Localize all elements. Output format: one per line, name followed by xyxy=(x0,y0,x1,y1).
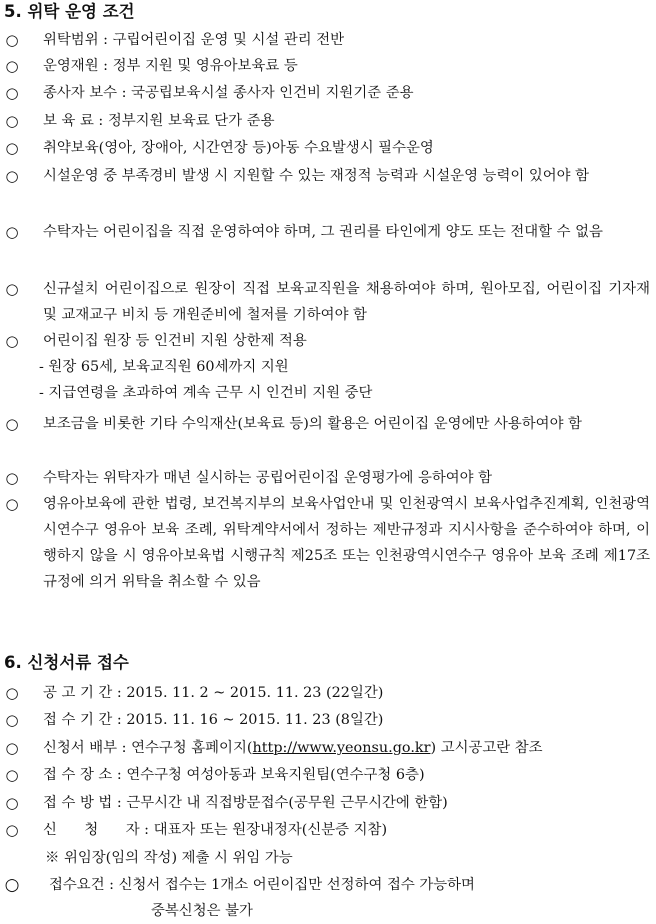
circle-bullet-icon: ○ xyxy=(5,469,19,487)
list-item xyxy=(0,762,650,788)
item-text: 종사자 보수 : 국공립보육시설 종사자 인건비 지원기준 준용 xyxy=(43,85,414,101)
circle-bullet-icon: ○ xyxy=(5,167,19,185)
item-text: 취약보육(영아, 장애아, 시간연장 등)아동 수요발생시 필수운영 xyxy=(43,140,434,156)
list-item xyxy=(0,163,650,189)
list-item xyxy=(0,53,650,79)
item-text: 접 수 방 법 : 근무시간 내 직접방문접수(공무원 근무시간에 한함) xyxy=(43,795,448,811)
item-text-prefix: 신청서 배부 : 연수구청 홈페이지( xyxy=(43,740,253,756)
list-item xyxy=(0,135,650,161)
item-text: 어린이집 원장 등 인건비 지원 상한제 적용 xyxy=(43,333,307,349)
item-continuation: 중복신청은 불가 xyxy=(151,903,253,919)
circle-bullet-icon: ○ xyxy=(5,766,19,784)
list-item xyxy=(0,680,650,706)
circle-bullet-icon: ○ xyxy=(5,112,19,130)
item-text: 운영재원 : 정부 지원 및 영유아보육료 등 xyxy=(43,58,298,74)
list-item xyxy=(0,219,650,245)
note-text: ※ 위임장(임의 작성) 제출 시 위임 가능 xyxy=(45,850,293,866)
list-item xyxy=(0,872,650,898)
circle-bullet-icon: ○ xyxy=(5,739,19,757)
section-5-heading: 5. 위탁 운영 조건 xyxy=(4,2,135,21)
item-text: 수탁자는 위탁자가 매년 실시하는 공립어린이집 운영평가에 응하여야 함 xyxy=(43,470,493,486)
circle-bullet-icon: ○ xyxy=(5,280,19,298)
item-text: 보 육 료 : 정부지원 보육료 단가 준용 xyxy=(43,113,275,129)
item-text-suffix: ) 고시공고란 참조 xyxy=(430,740,543,756)
item-text: 신규설치 어린이집으로 원장이 직접 보육교직원을 채용하여야 하며, 원아모집, 어린이집 기자재 및 교재교구 비치 등 개원준비에 철저를 기하여야 함 xyxy=(43,281,650,323)
list-item xyxy=(0,108,650,134)
list-item xyxy=(0,411,650,437)
list-item xyxy=(0,735,650,761)
circle-bullet-icon: ○ xyxy=(5,139,19,157)
list-item xyxy=(0,27,650,53)
circle-bullet-icon: ○ xyxy=(5,711,19,729)
item-text: 수탁자는 어린이집을 직접 운영하여야 하며, 그 권리를 타인에게 양도 또는 전대할 수 없음 xyxy=(43,224,603,240)
list-item xyxy=(0,276,650,328)
item-text: 접 수 기 간 : 2015. 11. 16 ~ 2015. 11. 23 (8일간) xyxy=(43,712,384,728)
item-text: 접 수 장 소 : 연수구청 여성아동과 보육지원팀(연수구청 6층) xyxy=(43,767,425,783)
circle-bullet-icon: ○ xyxy=(5,821,19,839)
item-text: 접수요건 : 신청서 접수는 1개소 어린이집만 선정하여 접수 가능하며 xyxy=(49,877,475,893)
circle-bullet-icon: ○ xyxy=(5,415,19,433)
circle-bullet-icon: ○ xyxy=(5,495,19,513)
item-text: 위탁범위 : 구립어린이집 운영 및 시설 관리 전반 xyxy=(43,32,344,48)
circle-bullet-icon: ○ xyxy=(5,794,19,812)
sub-item: - 지급연령을 초과하여 계속 근무 시 인건비 지원 중단 xyxy=(39,385,373,401)
list-item xyxy=(0,707,650,733)
list-item xyxy=(0,465,650,491)
list-item xyxy=(0,790,650,816)
list-item xyxy=(0,491,650,595)
circle-bullet-icon: ○ xyxy=(5,31,19,49)
item-text: 시설운영 중 부족경비 발생 시 지원할 수 있는 재정적 능력과 시설운영 능력이 있어야 함 xyxy=(43,168,590,184)
circle-bullet-icon: ○ xyxy=(5,684,19,702)
circle-bullet-icon: ○ xyxy=(5,332,19,350)
circle-bullet-icon: ○ xyxy=(5,84,19,102)
list-item xyxy=(0,328,650,354)
list-item xyxy=(0,817,650,843)
list-item xyxy=(0,80,650,106)
circle-bullet-icon: ○ xyxy=(4,875,20,895)
section-6-heading: 6. 신청서류 접수 xyxy=(4,653,129,672)
homepage-link[interactable]: http://www.yeonsu.go.kr xyxy=(252,740,431,756)
item-text: 공 고 기 간 : 2015. 11. 2 ~ 2015. 11. 23 (22일간) xyxy=(43,685,384,701)
sub-item: - 원장 65세, 보육교직원 60세까지 지원 xyxy=(39,359,289,375)
item-text: 신 청 자 : 대표자 또는 원장내정자(신분증 지참) xyxy=(43,822,388,838)
circle-bullet-icon: ○ xyxy=(5,57,19,75)
item-text: 보조금을 비롯한 기타 수익재산(보육료 등)의 활용은 어린이집 운영에만 사용하여야 함 xyxy=(43,416,582,432)
circle-bullet-icon: ○ xyxy=(5,223,19,241)
item-text: 영유아보육에 관한 법령, 보건복지부의 보육사업안내 및 인천광역시 보육사업추진계획, 인천광역시연수구 영유아 보육 조례, 위탁계약서에서 정하는 제반규정과 지시사항을 준수하여야 하며, 이행하지 않을 시 영유아보육법 시행규칙 제25조 또는 인천광역시연수구 영유아 보육 조례 제17조 규정에 의거 위탁을 취소할 수 있음 xyxy=(43,496,650,590)
item-text xyxy=(43,735,650,761)
